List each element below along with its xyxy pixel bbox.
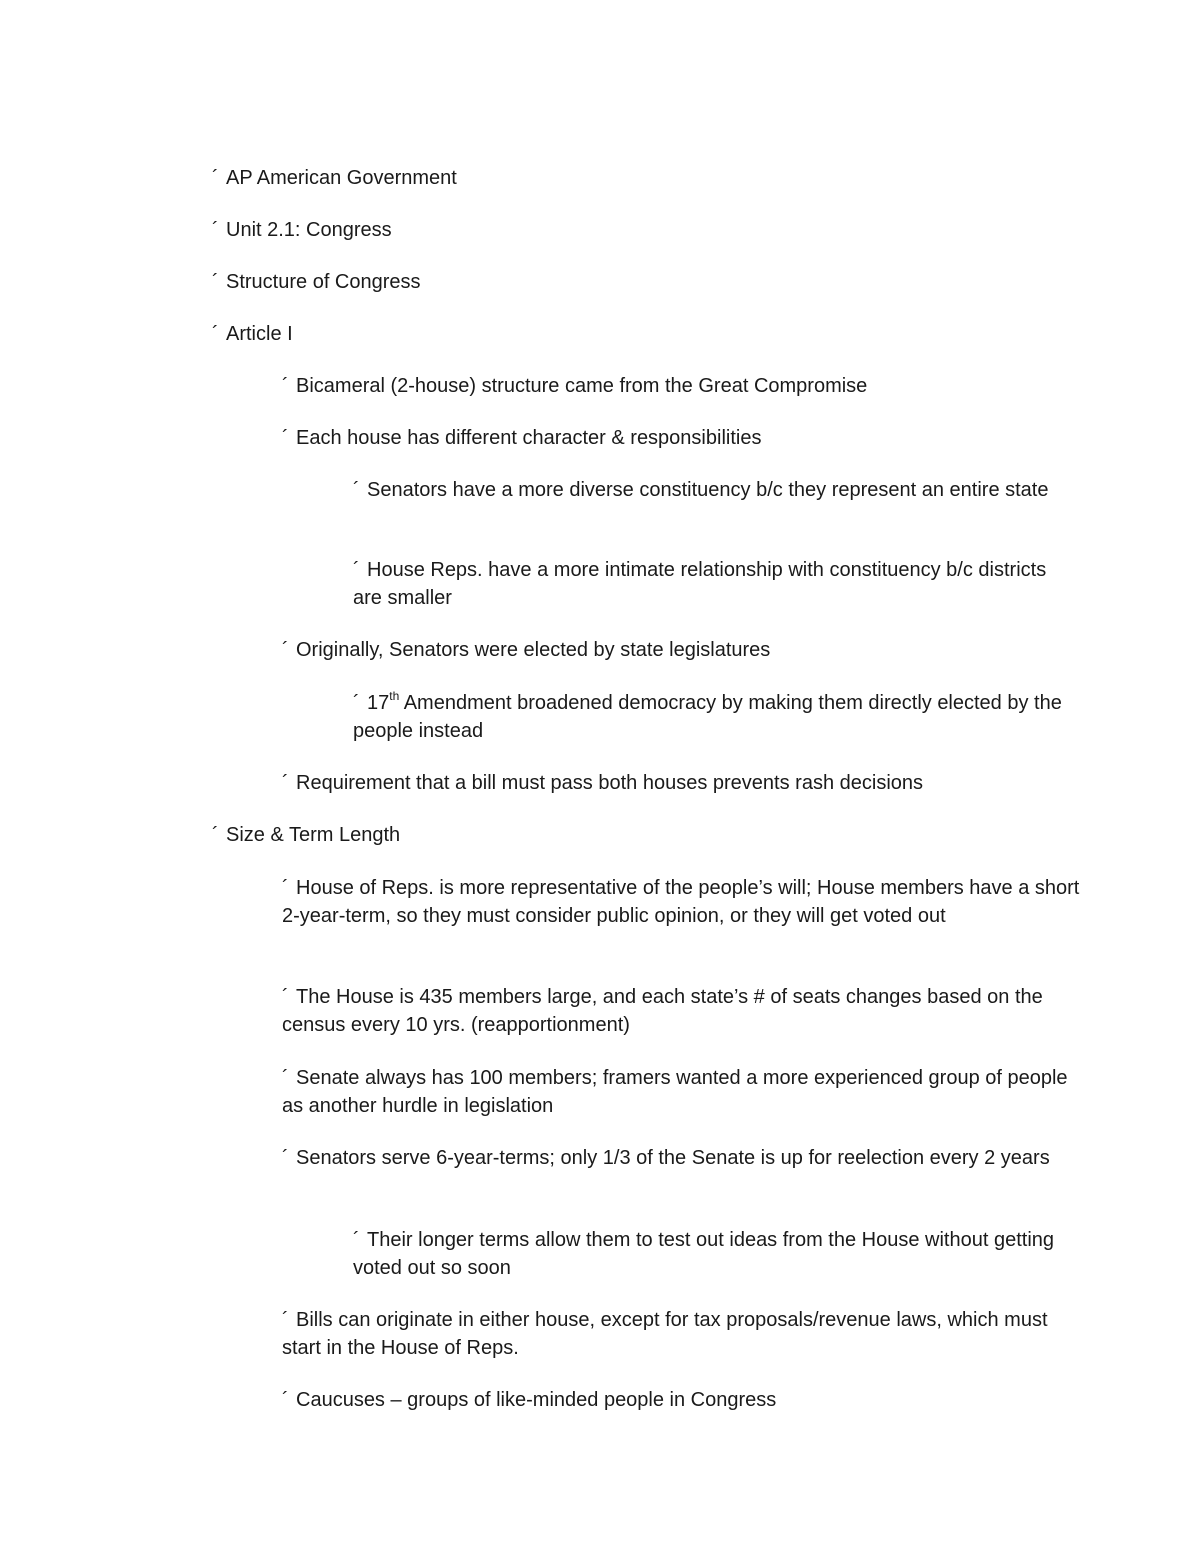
ordinal-superscript: th: [389, 689, 400, 703]
bullet-mark: ´: [282, 1389, 289, 1411]
bullet-mark: ´: [212, 824, 219, 846]
outline-item: [282, 424, 1082, 452]
bullet-mark: ´: [212, 323, 219, 345]
bullet-mark: ´: [282, 375, 289, 397]
item-text: House Reps. have a more intimate relationship with constituency b/c districts are smaller: [353, 559, 1047, 609]
item-text: AP American Government: [226, 167, 457, 189]
outline-item: [282, 1306, 1082, 1362]
bullet-mark: ´: [282, 986, 289, 1008]
outline-item: [212, 268, 1112, 296]
bullet-mark: ´: [282, 772, 289, 794]
outline-item: [282, 769, 1082, 797]
outline-item: [282, 874, 1082, 930]
outline-item: [282, 636, 1082, 664]
outline-item: [212, 216, 1112, 244]
item-text: Amendment broadened democracy by making them directly elected by the people instead: [353, 692, 1062, 742]
outline-item: [212, 164, 1112, 192]
bullet-mark: ´: [353, 479, 360, 501]
bullet-mark: ´: [212, 167, 219, 189]
outline-item: [282, 372, 1082, 400]
item-text: House of Reps. is more representative of the people’s will; House members have a short 2-year-term, so they must consider public opinion, or they will get voted out: [282, 877, 1080, 927]
item-text: Caucuses – groups of like-minded people in Congress: [296, 1389, 777, 1411]
item-text: Originally, Senators were elected by state legislatures: [296, 639, 771, 661]
bullet-mark: ´: [353, 692, 360, 714]
item-text: Unit 2.1: Congress: [226, 219, 392, 241]
bullet-mark: ´: [282, 639, 289, 661]
outline-item: [212, 320, 1112, 348]
outline-item: [282, 1064, 1082, 1120]
item-text: Bicameral (2-house) structure came from the Great Compromise: [296, 375, 868, 397]
item-text: Senate always has 100 members; framers wanted a more experienced group of people as another hurdle in legislation: [282, 1067, 1068, 1117]
item-text-number: 17: [367, 692, 390, 714]
item-text: Each house has different character & responsibilities: [296, 427, 762, 449]
outline-item: [212, 821, 1112, 849]
outline-item: [353, 556, 1073, 612]
item-text: Bills can originate in either house, except for tax proposals/revenue laws, which must start in the House of Reps.: [282, 1309, 1048, 1359]
item-text: Requirement that a bill must pass both houses prevents rash decisions: [296, 772, 924, 794]
item-text: Senators serve 6-year-terms; only 1/3 of the Senate is up for reelection every 2 years: [296, 1147, 1050, 1169]
outline-item: [282, 1386, 1082, 1414]
item-text: Senators have a more diverse constituency b/c they represent an entire state: [367, 479, 1049, 501]
bullet-mark: ´: [353, 1229, 360, 1251]
item-text: Structure of Congress: [226, 271, 421, 293]
item-text: Their longer terms allow them to test out ideas from the House without getting voted out so soon: [353, 1229, 1055, 1279]
item-text: Size & Term Length: [226, 824, 401, 846]
outline-item: [353, 689, 1073, 745]
bullet-mark: ´: [212, 271, 219, 293]
bullet-mark: ´: [212, 219, 219, 241]
outline-item: [353, 476, 1073, 504]
outline-item: [282, 1144, 1082, 1172]
outline-item: [282, 983, 1082, 1039]
bullet-mark: ´: [282, 427, 289, 449]
item-text: Article I: [226, 323, 293, 345]
bullet-mark: ´: [353, 559, 360, 581]
bullet-mark: ´: [282, 1147, 289, 1169]
bullet-mark: ´: [282, 1309, 289, 1331]
outline-item: [353, 1226, 1073, 1282]
bullet-mark: ´: [282, 1067, 289, 1089]
item-text: The House is 435 members large, and each state’s # of seats changes based on the census every 10 yrs. (reapportionment): [282, 986, 1043, 1036]
bullet-mark: ´: [282, 877, 289, 899]
